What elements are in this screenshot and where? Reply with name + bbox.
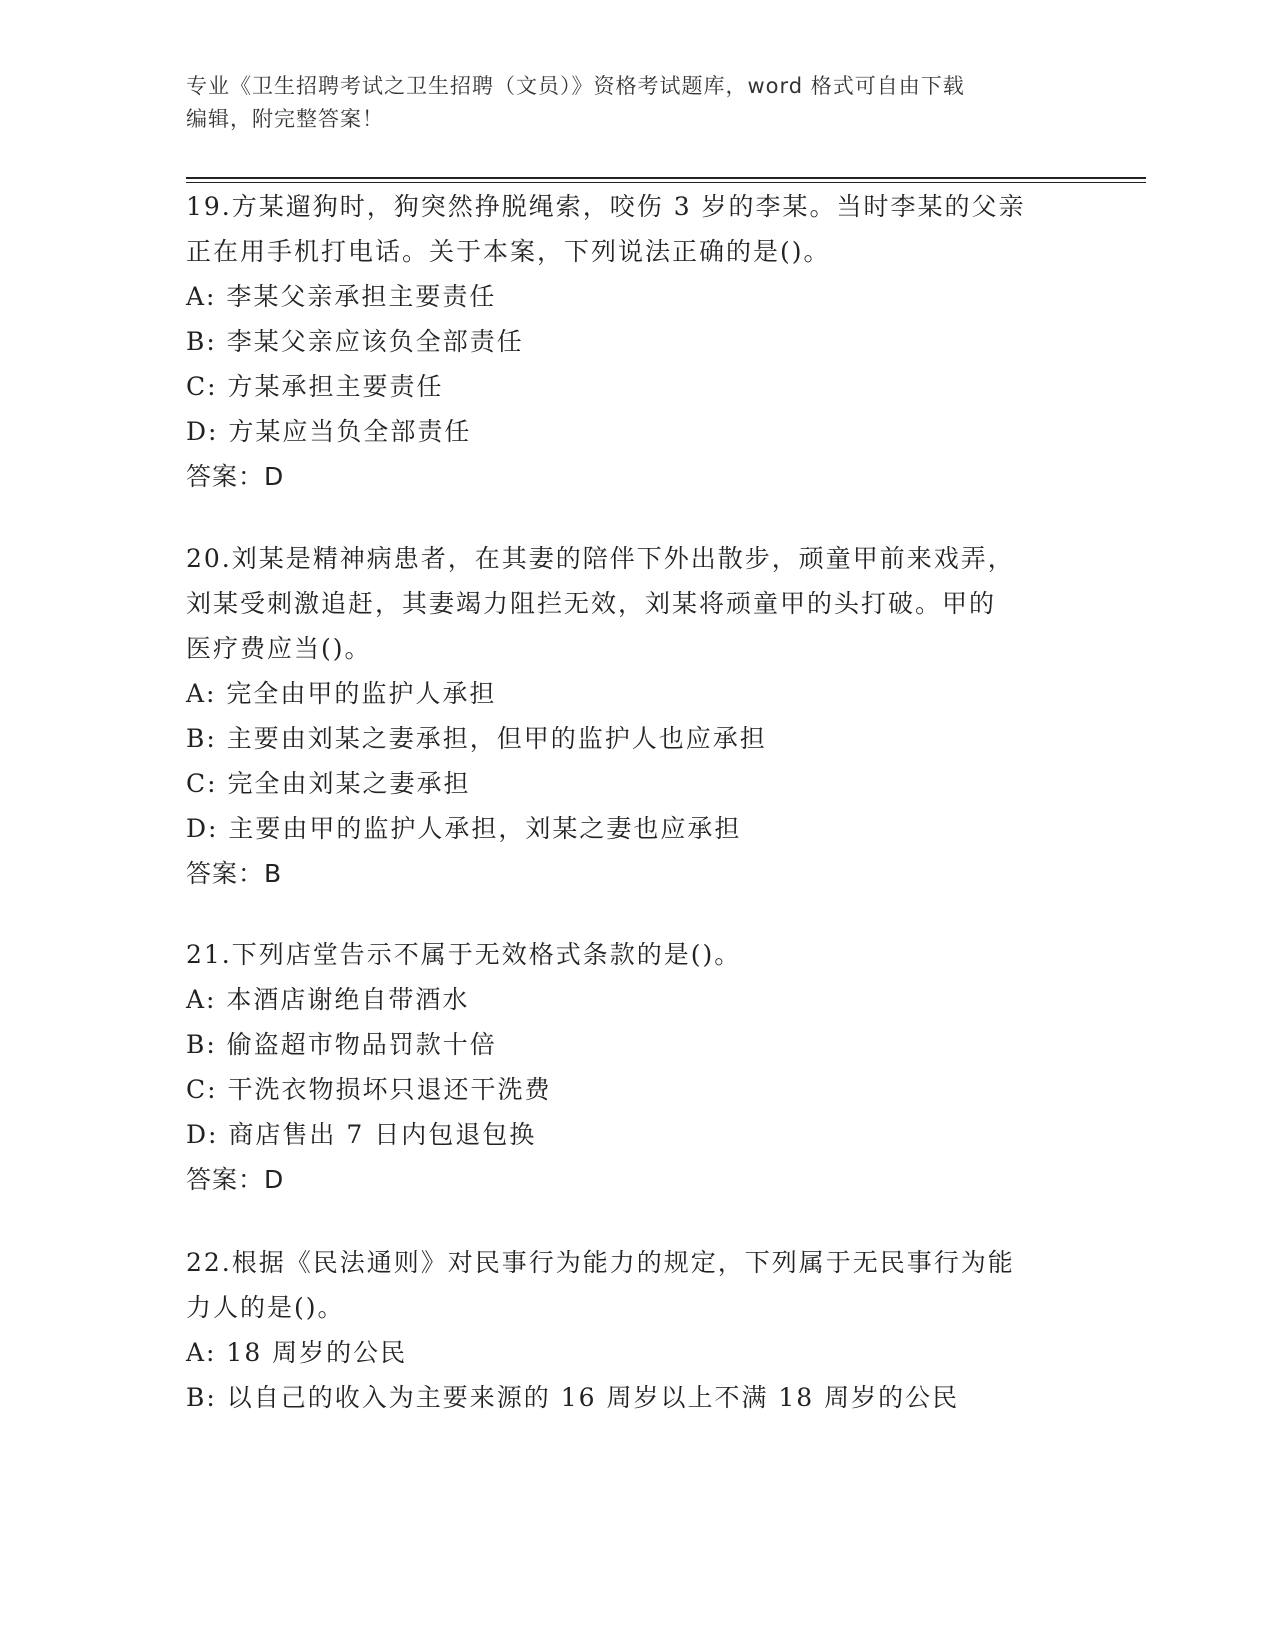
header-line-2: 编辑，附完整答案！	[186, 107, 384, 131]
question-text-line: 20.刘某是精神病患者，在其妻的陪伴下外出散步，顽童甲前来戏弄，	[186, 544, 1015, 573]
question-19	[186, 184, 1086, 499]
answer: 答案：B	[186, 859, 283, 888]
option-c: C: 方某承担主要责任	[186, 372, 444, 401]
question-20	[186, 536, 1086, 896]
question-21	[186, 932, 1086, 1202]
option-c: C: 完全由刘某之妻承担	[186, 769, 471, 798]
option-d: D: 主要由甲的监护人承担，刘某之妻也应承担	[186, 814, 742, 843]
document-header	[186, 70, 1086, 136]
question-text-line: 医疗费应当()。	[186, 634, 372, 663]
header-divider	[186, 177, 1146, 183]
question-text-line: 21.下列店堂告示不属于无效格式条款的是()。	[186, 940, 742, 969]
answer: 答案：D	[186, 1165, 285, 1194]
option-d: D: 方某应当负全部责任	[186, 417, 472, 446]
question-text-line: 力人的是()。	[186, 1293, 345, 1322]
option-c: C: 干洗衣物损坏只退还干洗费	[186, 1075, 552, 1104]
option-a: A: 18 周岁的公民	[186, 1338, 408, 1367]
question-text-line: 正在用手机打电话。关于本案，下列说法正确的是()。	[186, 237, 831, 266]
question-22	[186, 1240, 1086, 1420]
option-b: B: 以自己的收入为主要来源的 16 周岁以上不满 18 周岁的公民	[186, 1383, 960, 1412]
question-text-line: 刘某受刺激追赶，其妻竭力阻拦无效，刘某将顽童甲的头打破。甲的	[186, 589, 997, 618]
option-a: A: 完全由甲的监护人承担	[186, 679, 497, 708]
option-a: A: 李某父亲承担主要责任	[186, 282, 497, 311]
option-d: D: 商店售出 7 日内包退包换	[186, 1120, 537, 1149]
header-line-1: 专业《卫生招聘考试之卫生招聘（文员）》资格考试题库，word 格式可自由下载	[186, 74, 965, 98]
answer: 答案：D	[186, 462, 285, 491]
option-b: B: 偷盗超市物品罚款十倍	[186, 1030, 497, 1059]
option-a: A: 本酒店谢绝自带酒水	[186, 985, 470, 1014]
question-text-line: 19.方某遛狗时，狗突然挣脱绳索，咬伤 3 岁的李某。当时李某的父亲	[186, 192, 1026, 221]
option-b: B: 李某父亲应该负全部责任	[186, 327, 524, 356]
question-text-line: 22.根据《民法通则》对民事行为能力的规定，下列属于无民事行为能	[186, 1248, 1015, 1277]
option-b: B: 主要由刘某之妻承担，但甲的监护人也应承担	[186, 724, 767, 753]
